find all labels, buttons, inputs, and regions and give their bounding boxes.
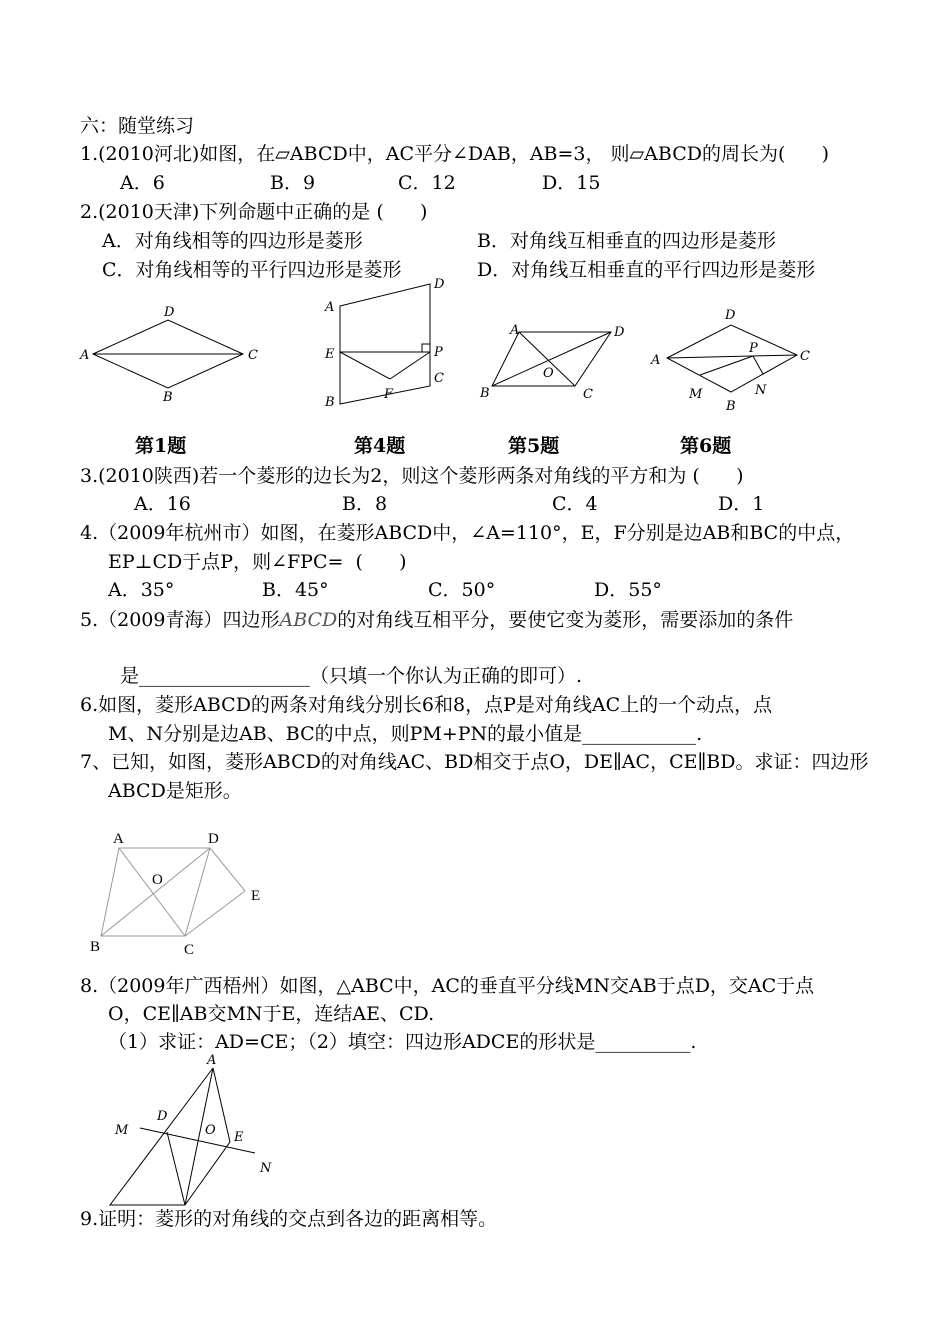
fig4-label-c: C <box>434 371 444 386</box>
fig4-label-b: B <box>325 395 335 410</box>
question-4-option-a: A．35° <box>108 579 175 601</box>
section-title: 六：随堂练习 <box>80 115 195 137</box>
question-2-option-a: A．对角线相等的四边形是菱形 <box>102 230 363 252</box>
fig8-segment-dc <box>167 1132 185 1205</box>
fig4-rhombus <box>340 284 430 404</box>
fig7-segment-ce <box>185 891 245 936</box>
question-3-option-c: C．4 <box>552 493 598 515</box>
fig8-label-d: D <box>157 1109 168 1124</box>
question-4-option-b: B．45° <box>262 579 329 601</box>
figure-5-caption: 第5题 <box>508 435 560 457</box>
question-8-line2: O，CE∥AB交MN于E，连结AE、CD. <box>108 1003 435 1025</box>
question-5-line2: 是__________________（只填一个你认为正确的即可）. <box>120 665 583 687</box>
fig7-label-d: D <box>208 831 219 847</box>
fig6-label-m: M <box>689 387 703 402</box>
figure-7 <box>85 823 275 963</box>
figure-5 <box>475 318 635 408</box>
fig4-label-a: A <box>325 300 335 315</box>
fig8-label-n: N <box>260 1161 272 1176</box>
question-1-option-a: A．6 <box>120 172 165 194</box>
fig6-label-c: C <box>800 349 810 364</box>
question-1-option-c: C．12 <box>398 172 456 194</box>
fig5-label-c: C <box>583 387 593 402</box>
fig1-label-b: B <box>163 390 173 405</box>
question-1-stem: 1.(2010河北)如图，在▱ABCD中，AC平分∠DAB，AB=3， 则▱ABCD的周长为( ) <box>80 143 830 165</box>
question-3-option-d: D．1 <box>718 493 765 515</box>
fig5-label-a: A <box>510 323 520 338</box>
question-3-stem: 3.(2010陕西)若一个菱形的边长为2，则这个菱形两条对角线的平方和为 ( ) <box>80 465 744 487</box>
fig7-label-a: A <box>113 831 124 847</box>
fig5-label-d: D <box>614 325 625 340</box>
question-7-line1: 7、已知，如图，菱形ABCD的对角线AC、BD相交于点O，DE∥AC，CE∥BD。求证：四边形 <box>80 751 869 773</box>
fig6-rhombus <box>667 325 797 392</box>
fig4-label-d: D <box>434 277 445 292</box>
fig7-diagonal-bd <box>101 848 210 936</box>
question-4-stem-line2: EP⊥CD于点P，则∠FPC= ( ) <box>108 551 407 573</box>
fig6-label-b: B <box>726 399 736 414</box>
question-6-line2: M、N分别是边AB、BC的中点，则PM+PN的最小值是____________. <box>108 723 703 745</box>
fig1-label-a: A <box>80 348 90 363</box>
fig6-segment-mp <box>700 356 753 375</box>
fig4-right-angle-mark <box>422 344 430 352</box>
fig7-label-e: E <box>251 888 261 904</box>
question-4-option-d: D．55° <box>594 579 662 601</box>
figure-8 <box>105 1048 285 1208</box>
fig7-label-o: O <box>152 872 163 888</box>
figure-4-caption: 第4题 <box>354 435 406 457</box>
question-2-option-d: D．对角线互相垂直的平行四边形是菱形 <box>477 259 816 281</box>
fig4-label-f: F <box>384 387 394 402</box>
fig1-label-d: D <box>164 305 175 320</box>
fig1-label-c: C <box>248 348 258 363</box>
fig6-label-p: P <box>749 341 758 356</box>
fig8-label-e: E <box>234 1130 244 1145</box>
fig4-segment-ef <box>340 352 390 379</box>
figure-6-caption: 第6题 <box>680 435 732 457</box>
fig6-label-d: D <box>725 308 736 323</box>
fig8-label-a: A <box>207 1053 217 1068</box>
fig7-diagonal-ac <box>119 848 185 936</box>
question-9-text: 9.证明：菱形的对角线的交点到各边的距离相等。 <box>80 1208 498 1230</box>
question-5-stem <box>80 608 793 632</box>
fig7-segment-de <box>210 848 245 891</box>
fig7-label-c: C <box>184 942 195 958</box>
question-3-option-a: A．16 <box>134 493 191 515</box>
fig4-segment-fp <box>390 352 430 379</box>
question-7-line2: ABCD是矩形。 <box>108 780 242 802</box>
fig8-label-o: O <box>205 1123 216 1138</box>
fig7-label-b: B <box>90 939 101 955</box>
question-1-option-b: B．9 <box>270 172 316 194</box>
question-5-prefix: 5.（2009青海）四边形 <box>80 609 280 631</box>
question-5-abcd: ABCD <box>279 609 338 631</box>
question-5-suffix: 的对角线互相平分，要使它变为菱形，需要添加的条件 <box>337 609 794 631</box>
figure-1 <box>75 298 275 418</box>
figure-4 <box>320 274 450 419</box>
question-8-line3: （1）求证：AD=CE；（2）填空：四边形ADCE的形状是__________. <box>108 1031 697 1053</box>
fig4-label-p: P <box>434 345 443 360</box>
question-4-stem-line1: 4.（2009年杭州市）如图，在菱形ABCD中，∠A=110°，E，F分别是边AB和BC的中点， <box>80 522 855 544</box>
question-4-option-c: C．50° <box>428 579 496 601</box>
fig8-label-m: M <box>115 1123 129 1138</box>
question-6-line1: 6.如图，菱形ABCD的两条对角线分别长6和8，点P是对角线AC上的一个动点，点 <box>80 694 773 716</box>
fig6-label-n: N <box>755 383 767 398</box>
question-1-option-d: D．15 <box>542 172 601 194</box>
figure-6 <box>645 300 820 420</box>
question-8-line1: 8.（2009年广西梧州）如图，△ABC中，AC的垂直平分线MN交AB于点D，交AC于点 <box>80 975 815 997</box>
fig6-segment-pn <box>753 356 763 374</box>
fig5-label-b: B <box>480 386 490 401</box>
fig5-label-o: O <box>543 366 554 381</box>
fig6-label-a: A <box>651 353 661 368</box>
question-3-option-b: B．8 <box>342 493 388 515</box>
figure-1-caption: 第1题 <box>135 435 187 457</box>
fig4-label-e: E <box>325 347 335 362</box>
question-2-option-c: C．对角线相等的平行四边形是菱形 <box>102 259 402 281</box>
question-2-option-b: B．对角线互相垂直的四边形是菱形 <box>477 230 776 252</box>
fig6-diagonal-ac <box>667 355 797 358</box>
question-2-stem: 2.(2010天津)下列命题中正确的是 ( ) <box>80 201 428 223</box>
